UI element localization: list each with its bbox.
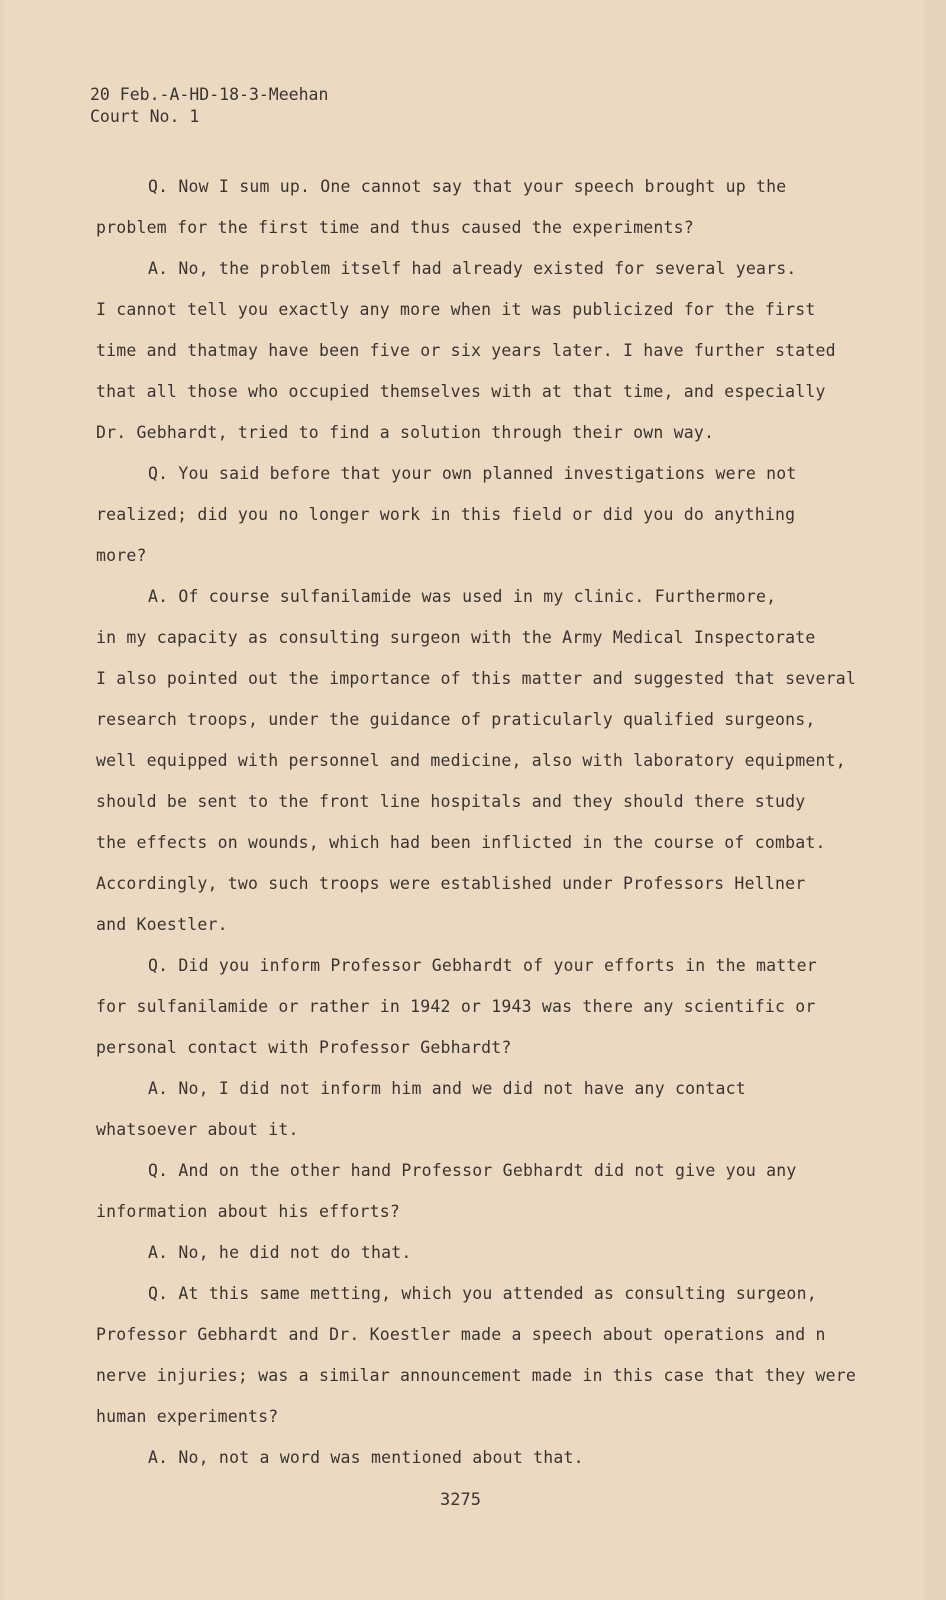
header-line-1: 20 Feb.-A-HD-18-3-Meehan bbox=[90, 85, 329, 104]
text-line: Dr. Gebhardt, tried to find a solution through their own way. bbox=[96, 423, 715, 442]
text-line: A. No, I did not inform him and we did not have any contact bbox=[148, 1079, 746, 1098]
text-line: well equipped with personnel and medicine, also with laboratory equipment, bbox=[96, 751, 846, 770]
text-line: realized; did you no longer work in this field or did you do anything bbox=[96, 505, 796, 524]
text-line: A. No, he did not do that. bbox=[148, 1243, 412, 1262]
text-line: A. No, the problem itself had already existed for several years. bbox=[148, 259, 797, 278]
document-header bbox=[90, 84, 328, 128]
text-line: personal contact with Professor Gebhardt? bbox=[96, 1038, 512, 1057]
text-line: I cannot tell you exactly any more when it was publicized for the first bbox=[96, 300, 816, 319]
text-line: information about his efforts? bbox=[96, 1202, 401, 1221]
text-line: Q. Did you inform Professor Gebhardt of your efforts in the matter bbox=[148, 956, 817, 975]
header-line-2: Court No. 1 bbox=[90, 107, 200, 126]
text-line: whatsoever about it. bbox=[96, 1120, 299, 1139]
text-line: in my capacity as consulting surgeon with the Army Medical Inspectorate bbox=[96, 628, 816, 647]
text-line: and Koestler. bbox=[96, 915, 228, 934]
text-line: Q. Now I sum up. One cannot say that your speech brought up the bbox=[148, 177, 787, 196]
text-line: A. No, not a word was mentioned about that. bbox=[148, 1448, 584, 1467]
text-line: A. Of course sulfanilamide was used in my clinic. Furthermore, bbox=[148, 587, 777, 606]
page-number: 3275 bbox=[440, 1490, 481, 1510]
text-line: for sulfanilamide or rather in 1942 or 1943 was there any scientific or bbox=[96, 997, 816, 1016]
text-line: research troops, under the guidance of praticularly qualified surgeons, bbox=[96, 710, 816, 729]
text-line: Accordingly, two such troops were established under Professors Hellner bbox=[96, 874, 806, 893]
text-line: nerve injuries; was a similar announcement made in this case that they were bbox=[96, 1366, 857, 1385]
text-line: Q. And on the other hand Professor Gebhardt did not give you any bbox=[148, 1161, 797, 1180]
text-line: time and thatmay have been five or six years later. I have further stated bbox=[96, 341, 836, 360]
text-line: problem for the first time and thus caused the experiments? bbox=[96, 218, 694, 237]
document-page bbox=[4, 0, 924, 1600]
text-line: human experiments? bbox=[96, 1407, 279, 1426]
text-line: that all those who occupied themselves with at that time, and especially bbox=[96, 382, 826, 401]
text-line: Professor Gebhardt and Dr. Koestler made a speech about operations and n bbox=[96, 1325, 826, 1344]
transcript-body bbox=[96, 166, 866, 1478]
text-line: Q. At this same metting, which you attended as consulting surgeon, bbox=[148, 1284, 817, 1303]
text-line: should be sent to the front line hospitals and they should there study bbox=[96, 792, 806, 811]
text-line: I also pointed out the importance of this matter and suggested that several bbox=[96, 669, 857, 688]
text-line: Q. You said before that your own planned investigations were not bbox=[148, 464, 797, 483]
text-line: more? bbox=[96, 546, 147, 565]
text-line: the effects on wounds, which had been inflicted in the course of combat. bbox=[96, 833, 826, 852]
